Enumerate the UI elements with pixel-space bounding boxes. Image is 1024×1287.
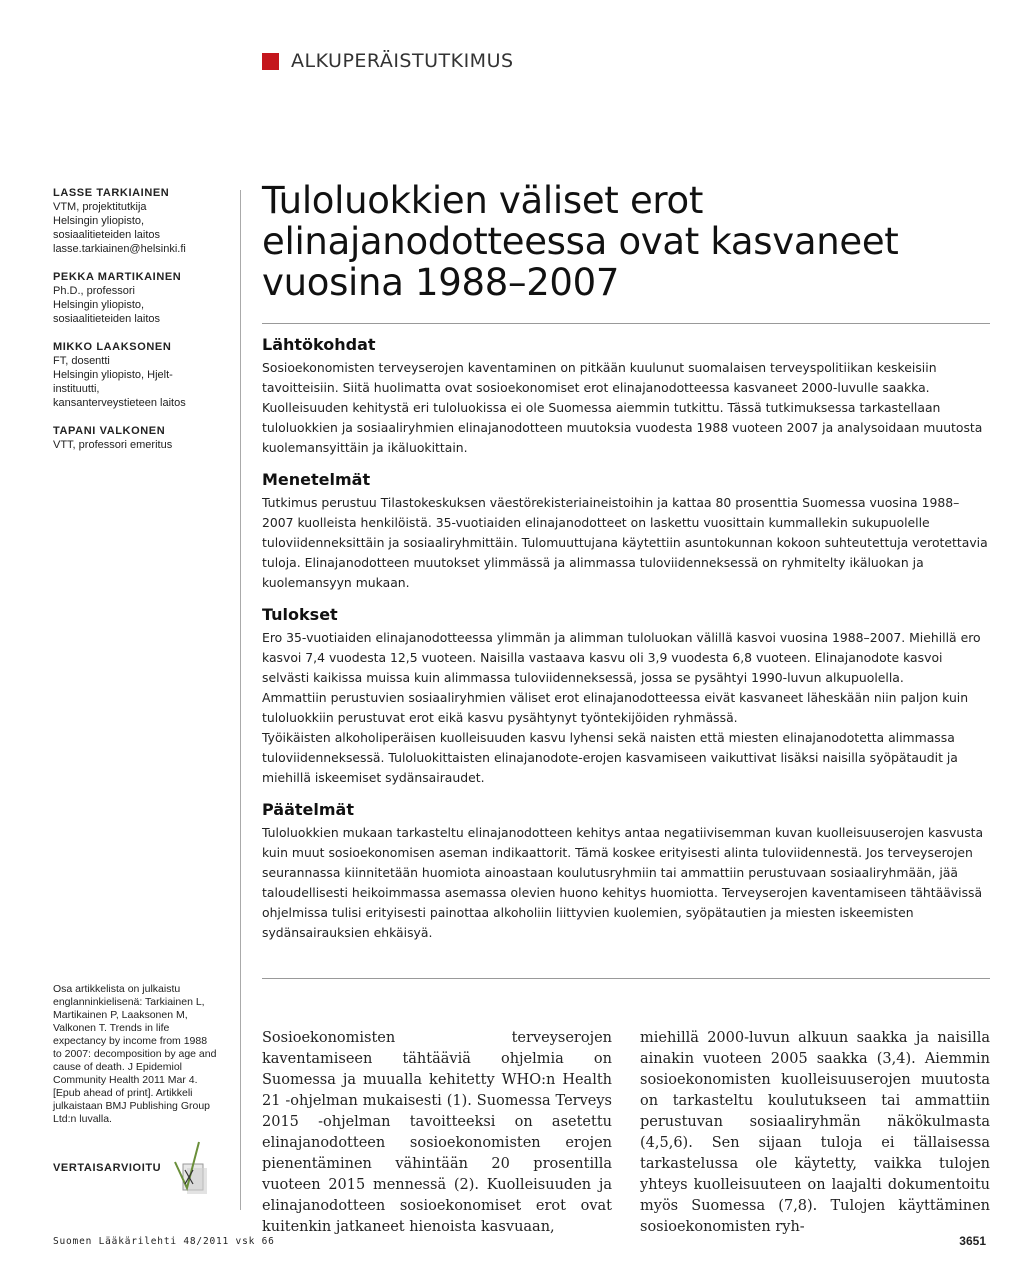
publication-note: Osa artikkelista on julkaistu englanninkielisenä: Tarkiainen L, Martikainen P, Laaksonen M, Valkonen T. Trends in life expectancy by income from 1988 to 2007: decomposition by age and cause of death. J Epidemiol Community Health 2011 Mar 4. [Epub ahead of print]. Artikkeli julkaistaan BMJ Publishing Group Ltd:n luvalla. [53, 983, 217, 1125]
author-affiliation: sosiaalitieteiden laitos [53, 229, 161, 241]
abstract-top-rule [262, 323, 990, 324]
abstract-section-results [262, 605, 990, 788]
section-label: ALKUPERÄISTUTKIMUS [291, 50, 514, 72]
checkmark-badge-icon [169, 1138, 211, 1198]
abstract-heading: Lähtökohdat [262, 335, 376, 354]
author-1 [53, 186, 233, 256]
page-number: 3651 [959, 1234, 986, 1248]
peer-review-label: VERTAISARVIOITU [53, 1162, 162, 1174]
author-title: VTM, projektitutkija [53, 201, 147, 213]
journal-footer: Suomen Lääkärilehti 48/2011 vsk 66 [53, 1236, 275, 1247]
author-2 [53, 270, 233, 326]
author-affiliation: Helsingin yliopisto, Hjelt- [53, 369, 173, 381]
body-column-left: Sosioekonomisten terveyserojen kaventamiseen tähtääviä ohjelmia on Suomessa ja muualla kehitetty WHO:n Health 21 -ohjelman mukaisesti (1). Suomessa Terveys 2015 -ohjelman tavoitteeksi on asetettu elinajanodotteen sosioekonomisten erojen pienentäminen vähintään 20 prosentilla vuoteen 2015 mennessä (2). Kuolleisuuden ja elinajanodotteen sosioekonomiset erot ovat kuitenkin jatkaneet hienoista kasvuaan, [262, 1030, 612, 1235]
author-name: MIKKO LAAKSONEN [53, 341, 172, 353]
peer-review-badge [53, 1138, 211, 1198]
author-affiliation: Helsingin yliopisto, [53, 215, 145, 227]
abstract-section-background [262, 335, 990, 458]
abstract-bottom-rule [262, 978, 990, 979]
body-column-right: miehillä 2000-luvun alkuun saakka ja naisilla ainakin vuoteen 2005 saakka (3,4). Aiemmin sosioekonomisten kuolleisuuserojen muutosta on tarkasteltu koulutukseen tai ammattiin perustuvan sosiaaliryhmän näkökulmasta (4,5,6). Sen sijaan tuloja ei tällaisessa tarkastelussa ole käytetty, vaikka tulojen yhteys kuolleisuuteen on laajalti dokumentoitu myös Suomessa (7,8). Tulojen käyttäminen sosioekonomisten ryh- [640, 1030, 990, 1235]
abstract-text: Tuloluokkien mukaan tarkasteltu elinajanodotteen kehitys antaa negatiivisemman kuvan kuolleisuuserojen kasvusta kuin muut sosioekonomisen aseman indikaattorit. Tämä koskee erityisesti alinta tuloviidennestä. Jos terveyserojen seurannassa kiinnitetään huomiota ainoastaan koulutusryhmiin tai ammattiin perustuvaan sosiaaliryhmään, jää taloudellisesti heikoimmassa asemassa olevien huono kehitys huomiotta. Terveyserojen kaventamiseen tähtäävissä ohjelmissa tulisi erityisesti painottaa alkoholiin liittyvien kuolemien, syöpätautien ja miesten iskeemisten sydänsairauksien ehkäisyä. [262, 825, 984, 940]
author-affiliation: kansanterveystieteen laitos [53, 397, 186, 409]
author-title: Ph.D., professori [53, 285, 135, 297]
author-affiliation: instituutti, [53, 383, 100, 395]
section-marker-icon [262, 53, 279, 70]
author-title: VTT, professori emeritus [53, 439, 173, 451]
column-divider [240, 190, 241, 1210]
author-affiliation: sosiaalitieteiden laitos [53, 313, 161, 325]
abstract [262, 335, 990, 955]
author-4 [53, 424, 233, 452]
article-body [262, 1028, 990, 1238]
author-affiliation: Helsingin yliopisto, [53, 299, 145, 311]
author-3 [53, 340, 233, 410]
author-name: LASSE TARKIAINEN [53, 187, 170, 199]
abstract-section-conclusions [262, 800, 990, 943]
abstract-text: Tutkimus perustuu Tilastokeskuksen väestörekisteriaineistoihin ja kattaa 80 prosenttia Suomessa vuosina 1988–2007 kuolleista henkilöistä. 35-vuotiaiden elinajanodotteet on laskettu vuosittain kummallekin sukupuolelle tuloviidenneksittäin ja sosiaaliryhmittäin. Tulomuuttujana käytettiin asuntokunnan kokoon suhteutettuja verotettavia tuloja. Elinajanodotteen muutokset ylimmässä ja alimmassa tuloviidenneksessä on ryhmitelty ikäluokan ja kuolemansyyn mukaan. [262, 495, 988, 590]
abstract-text: Ero 35-vuotiaiden elinajanodotteessa ylimmän ja alimman tuloluokan välillä kasvoi vuosina 1988–2007. Miehillä ero kasvoi 7,4 vuodesta 12,5 vuoteen. Naisilla vastaava kasvu oli 3,9 vuodesta 6,8 vuoteen. Elinajanodote kasvoi selvästi kaikissa muissa kuin alimmassa tuloviidenneksessä, jossa se pysähtyi 1990-luvun alkupuolella. Ammattiin perustuvien sosiaaliryhmien väliset erot elinajanodotteessa eivät kasvaneet läheskään niin paljon kuin tuloluokkiin perustuvat erot eikä kasvu pysähtynyt työntekijöiden ryhmässä. Työikäisten alkoholiperäisen kuolleisuuden kasvu lyhensi sekä naisten että miesten elinajanodotetta alimmassa tuloviidenneksessä. Tuloluokittaisten elinajanodote-erojen kasvamiseen vaikuttivat lisäksi naisilla syöpätaudit ja miehillä iskeemiset sydänsairaudet. [262, 630, 981, 785]
abstract-section-methods [262, 470, 990, 593]
author-title: FT, dosentti [53, 355, 110, 367]
abstract-heading: Päätelmät [262, 800, 354, 819]
abstract-heading: Tulokset [262, 605, 338, 624]
abstract-heading: Menetelmät [262, 470, 371, 489]
author-list [53, 186, 233, 466]
article-title: Tuloluokkien väliset erot elinajanodotteessa ovat kasvaneet vuosina 1988–2007 [262, 179, 899, 304]
abstract-text: Sosioekonomisten terveyserojen kaventaminen on pitkään kuulunut suomalaisen terveyspolitiikan keskeisiin tavoitteisiin. Siitä huolimatta ovat sosioekonomiset erot elinajanodotteessa kasvaneet 2000-luvulle saakka. Kuolleisuuden kehitystä eri tuloluokissa ei ole Suomessa aiemmin tutkittu. Tässä tutkimuksessa tarkastellaan tuloluokkien ja sosiaaliryhmien elinajanodotteen muutoksia vuodesta 1988 vuoteen 2007 ja analysoidaan muutosta kuolemansyittäin ja ikäluokittain. [262, 360, 983, 455]
author-name: PEKKA MARTIKAINEN [53, 271, 182, 283]
author-name: TAPANI VALKONEN [53, 425, 166, 437]
section-tag [262, 50, 514, 72]
author-email[interactable]: lasse.tarkiainen@helsinki.fi [53, 243, 186, 255]
